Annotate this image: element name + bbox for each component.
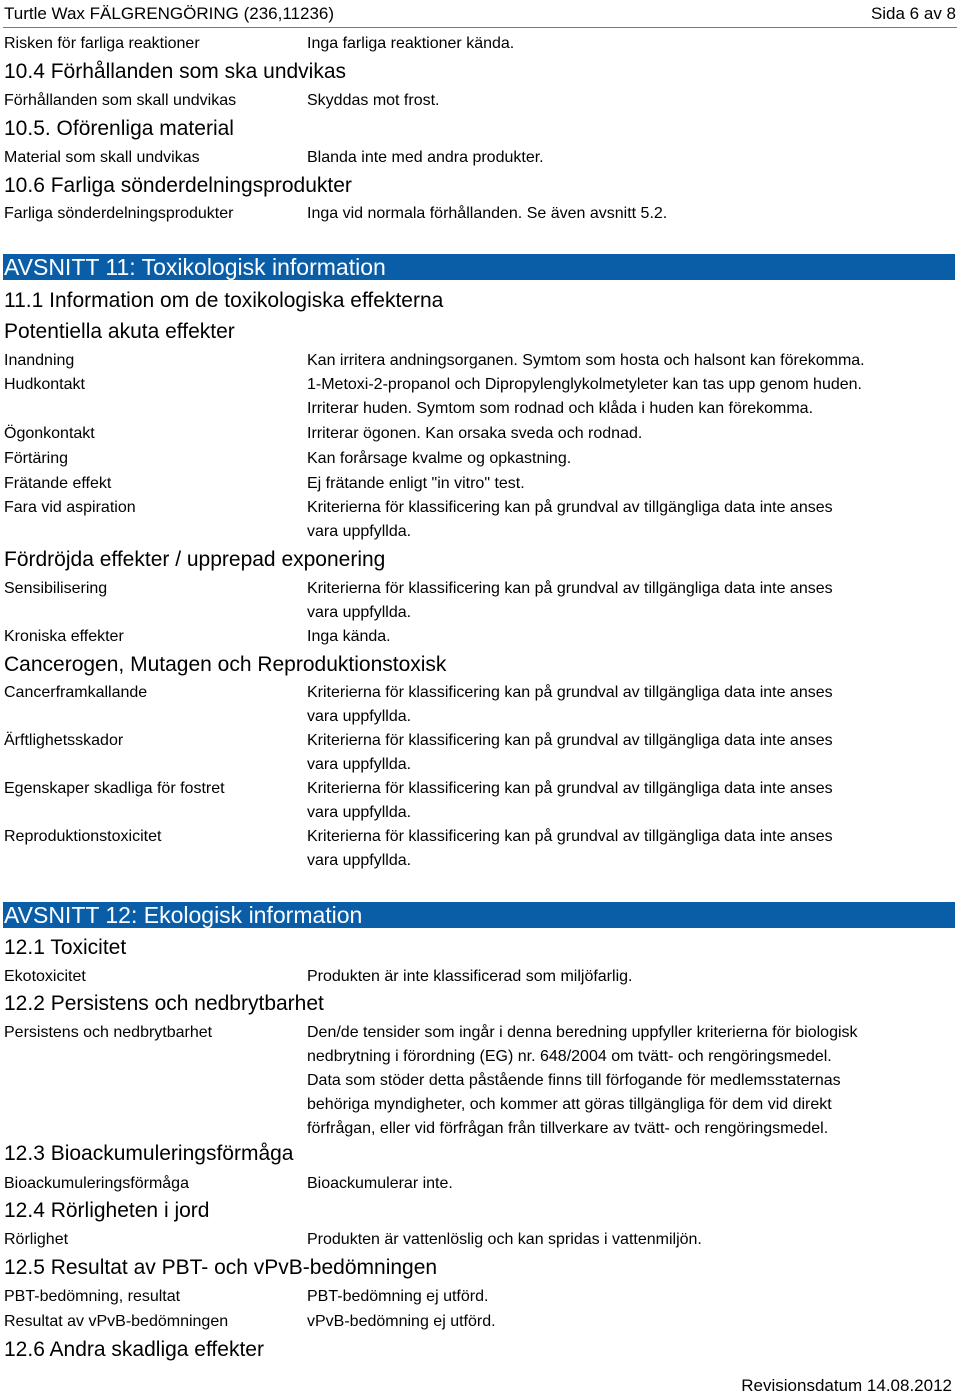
- field-value: Bioackumulerar inte.: [307, 1175, 453, 1192]
- field-label: Kroniska effekter: [4, 628, 124, 645]
- field-value: [307, 422, 956, 446]
- field-label: Bioackumuleringsförmåga: [4, 1175, 189, 1192]
- field-value: PBT-bedömning ej utförd.: [307, 1288, 489, 1305]
- field-value: Inga vid normala förhållanden. Se även avsnitt 5.2.: [307, 205, 668, 222]
- group-heading-cmr: Cancerogen, Mutagen och Reproduktionstoxisk: [4, 653, 447, 676]
- revision-date: Revisionsdatum 14.08.2012: [741, 1376, 952, 1395]
- field-value: [307, 729, 956, 777]
- subsection-heading-12-1: 12.1 Toxicitet: [4, 936, 127, 959]
- value-line: Inga kända.: [307, 628, 391, 645]
- subsection-heading-12-2: 12.2 Persistens och nedbrytbarhet: [4, 992, 324, 1015]
- value-line: Kriterierna för klassificering kan på grundval av tillgängliga data inte anses: [307, 684, 833, 701]
- value-line: Kan forårsage kvalme og opkastning.: [307, 450, 572, 467]
- value-line: förfrågan, eller vid förfrågan från tillverkare av tvätt- och rengöringsmedel.: [307, 1120, 829, 1137]
- subsection-heading-10-4: 10.4 Förhållanden som ska undvikas: [4, 60, 347, 83]
- value-line: Kriterierna för klassificering kan på grundval av tillgängliga data inte anses: [307, 732, 833, 749]
- section-band-12: AVSNITT 12: Ekologisk information: [3, 902, 955, 928]
- subsection-heading-12-6: 12.6 Andra skadliga effekter: [4, 1338, 264, 1361]
- field-label: Sensibilisering: [4, 580, 108, 597]
- field-label: Ärftlighetsskador: [4, 732, 124, 749]
- field-value: Skyddas mot frost.: [307, 92, 440, 109]
- value-line: Kriterierna för klassificering kan på grundval av tillgängliga data inte anses: [307, 780, 833, 797]
- field-value: [307, 447, 956, 471]
- field-value: [307, 777, 956, 825]
- field-value: [307, 625, 956, 649]
- page-header: [4, 4, 956, 26]
- value-line: Kan irritera andningsorganen. Symtom som hosta och halsont kan förekomma.: [307, 352, 865, 369]
- value-line: behöriga myndigheter, och kommer att göras tillgängliga för dem vid direkt: [307, 1096, 832, 1113]
- field-label: Reproduktionstoxicitet: [4, 828, 162, 845]
- field-value: Blanda inte med andra produkter.: [307, 149, 544, 166]
- subsection-heading-12-4: 12.4 Rörligheten i jord: [4, 1199, 210, 1222]
- group-heading-delayed: Fördröjda effekter / upprepad exponering: [4, 548, 386, 571]
- value-line: vara uppfyllda.: [307, 523, 412, 540]
- field-value: Produkten är vattenlöslig och kan spridas i vattenmiljön.: [307, 1231, 702, 1248]
- value-line: Irriterar ögonen. Kan orsaka sveda och rodnad.: [307, 425, 643, 442]
- field-value: [307, 496, 956, 544]
- field-value: [307, 681, 956, 729]
- group-heading-acute: Potentiella akuta effekter: [4, 320, 235, 343]
- field-label: Ekotoxicitet: [4, 968, 86, 985]
- field-label: Hudkontakt: [4, 376, 85, 393]
- field-label: Material som skall undvikas: [4, 149, 200, 166]
- value-line: Ej frätande enligt "in vitro" test.: [307, 475, 525, 492]
- value-line: vara uppfyllda.: [307, 852, 412, 869]
- value-line: Den/de tensider som ingår i denna beredning uppfyller kriterierna för biologisk: [307, 1024, 858, 1041]
- field-label: Rörlighet: [4, 1231, 69, 1248]
- value-line: vara uppfyllda.: [307, 804, 412, 821]
- page-number: Sida 6 av 8: [870, 4, 956, 23]
- value-line: vara uppfyllda.: [307, 604, 412, 621]
- field-value: [307, 577, 956, 625]
- value-line: Kriterierna för klassificering kan på grundval av tillgängliga data inte anses: [307, 828, 833, 845]
- subsection-heading-11-1: 11.1 Information om de toxikologiska effekterna: [4, 289, 444, 312]
- field-value: [307, 373, 956, 421]
- subsection-heading-10-5: 10.5. Oförenliga material: [4, 117, 234, 140]
- subsection-heading-12-3: 12.3 Bioackumuleringsförmåga: [4, 1142, 294, 1165]
- field-label: Risken för farliga reaktioner: [4, 35, 200, 52]
- field-value: [307, 825, 956, 873]
- field-value: Produkten är inte klassificerad som miljöfarlig.: [307, 968, 633, 985]
- field-value: [307, 349, 956, 373]
- field-label: Fara vid aspiration: [4, 499, 136, 516]
- value-line: Data som stöder detta påstående finns till förfogande för medlemsstaternas: [307, 1072, 841, 1089]
- field-label: Resultat av vPvB-bedömningen: [4, 1313, 229, 1330]
- section-band-11: AVSNITT 11: Toxikologisk information: [3, 254, 955, 280]
- field-label: Inandning: [4, 352, 75, 369]
- subsection-heading-10-6: 10.6 Farliga sönderdelningsprodukter: [4, 174, 352, 197]
- document-title: Turtle Wax FÄLGRENGÖRING (236,11236): [4, 4, 335, 23]
- field-value: [307, 472, 956, 496]
- field-label: Persistens och nedbrytbarhet: [4, 1024, 213, 1041]
- field-label: Egenskaper skadliga för fostret: [4, 780, 225, 797]
- header-divider: [3, 27, 957, 28]
- subsection-heading-12-5: 12.5 Resultat av PBT- och vPvB-bedömningen: [4, 1256, 438, 1279]
- field-label: Farliga sönderdelningsprodukter: [4, 205, 234, 222]
- field-label: Förtäring: [4, 450, 69, 467]
- field-value: [307, 1021, 956, 1141]
- value-line: vara uppfyllda.: [307, 708, 412, 725]
- value-line: Kriterierna för klassificering kan på grundval av tillgängliga data inte anses: [307, 499, 833, 516]
- value-line: nedbrytning i förordning (EG) nr. 648/2004 om tvätt- och rengöringsmedel.: [307, 1048, 832, 1065]
- value-line: 1-Metoxi-2-propanol och Dipropylenglykolmetyleter kan tas upp genom huden.: [307, 376, 862, 393]
- value-line: Irriterar huden. Symtom som rodnad och klåda i huden kan förekomma.: [307, 400, 814, 417]
- value-line: Kriterierna för klassificering kan på grundval av tillgängliga data inte anses: [307, 580, 833, 597]
- field-label: Frätande effekt: [4, 475, 112, 492]
- field-label: PBT-bedömning, resultat: [4, 1288, 181, 1305]
- field-label: Cancerframkallande: [4, 684, 148, 701]
- field-value: Inga farliga reaktioner kända.: [307, 35, 515, 52]
- value-line: vara uppfyllda.: [307, 756, 412, 773]
- field-label: Ögonkontakt: [4, 425, 95, 442]
- field-value: vPvB-bedömning ej utförd.: [307, 1313, 496, 1330]
- field-label: Förhållanden som skall undvikas: [4, 92, 237, 109]
